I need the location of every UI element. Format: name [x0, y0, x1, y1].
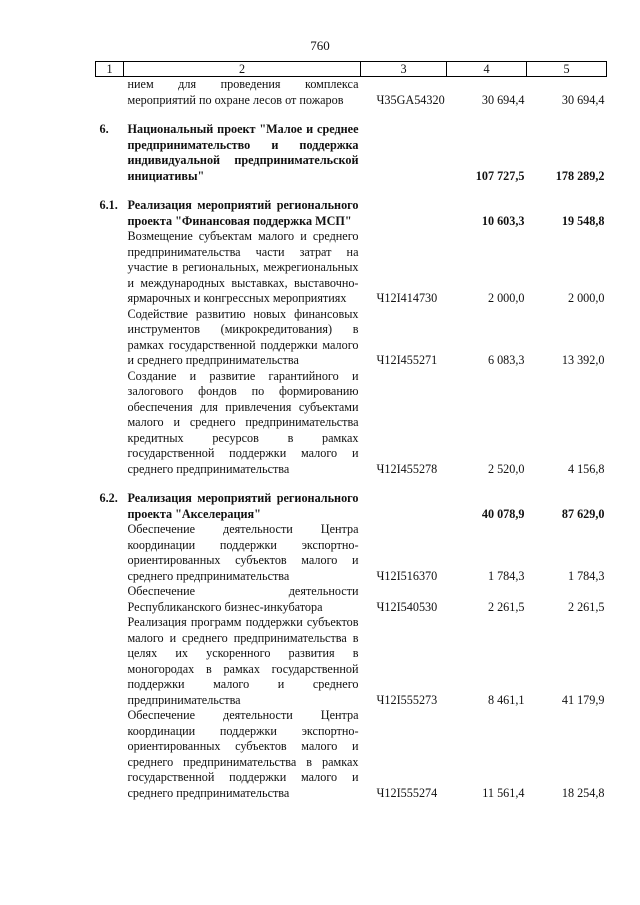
row-name: Обеспечение деятельности Республиканского бизнес-инкубатора — [127, 584, 359, 614]
row-name: нием для проведения комплекса мероприятий по охране лесов от пожаров — [127, 77, 359, 107]
row-number: 6.1. — [99, 198, 118, 212]
row-name: Реализация мероприятий регионального проекта "Финансовая поддержка МСП" — [127, 198, 359, 228]
spacer-row — [96, 108, 607, 122]
row-number: 6. — [99, 122, 109, 136]
row-code: Ч12I555273 — [376, 692, 438, 707]
header-col-3: 3 — [361, 62, 447, 77]
header-col-5: 5 — [527, 62, 607, 77]
row-number — [96, 77, 124, 109]
row-name: Реализация программ поддержки субъектов малого и среднего предпринимательства в целях их ускоренного развития в моногородах в рамках государственной поддержки малого и среднего предпринимательства — [127, 615, 359, 707]
row-value-2019: 2 261,5 — [487, 599, 525, 614]
row-value-2019: 1 784,3 — [487, 568, 525, 583]
row-value-2019: 8 461,1 — [487, 692, 525, 707]
row-value-2020: 2 261,5 — [567, 599, 605, 614]
row-value-2020: 19 548,8 — [561, 213, 605, 228]
budget-table — [95, 61, 607, 801]
row-value-2020: 41 179,9 — [561, 692, 605, 707]
table-body — [96, 77, 607, 802]
row-code: Ч12I540530 — [376, 599, 438, 614]
row-value-2019: 2 000,0 — [487, 291, 525, 305]
row-value-2019: 107 727,5 — [475, 168, 525, 183]
row-name: Содействие развитию новых финансовых инструментов (микрокредитования) в рамках государственной поддержки малого и среднего предпринимательства — [127, 306, 359, 367]
row-name: Обеспечение деятельности Центра координации поддержки экспортно-ориентированных субъектов малого и среднего предпринимательства — [127, 522, 359, 583]
row-number — [96, 708, 124, 801]
table-row — [96, 229, 607, 307]
spacer-row — [96, 477, 607, 491]
row-code: Ч12I455271 — [376, 353, 438, 367]
row-code — [361, 122, 447, 184]
table-row — [96, 369, 607, 478]
page-number: 760 — [310, 38, 330, 53]
table-row — [96, 77, 607, 109]
row-code: Ч12I555274 — [376, 785, 438, 800]
header-col-2: 2 — [124, 62, 361, 77]
row-code: Ч12I414730 — [376, 291, 438, 305]
row-value-2020: 18 254,8 — [561, 785, 605, 800]
row-value-2020: 1 784,3 — [567, 568, 605, 583]
row-code — [361, 198, 447, 229]
row-value-2020: 87 629,0 — [561, 506, 605, 521]
row-number — [96, 584, 124, 615]
spacer-cell — [96, 108, 607, 122]
row-code: Ч35GA54320 — [376, 92, 445, 107]
row-value-2020: 13 392,0 — [561, 353, 605, 367]
header-col-1: 1 — [96, 62, 124, 77]
table-row — [96, 198, 607, 229]
header-col-4: 4 — [447, 62, 527, 77]
row-code: Ч12I516370 — [376, 568, 438, 583]
table-row — [96, 615, 607, 708]
table-row — [96, 522, 607, 584]
spacer-cell — [96, 477, 607, 491]
row-code — [361, 491, 447, 522]
table-row — [96, 584, 607, 615]
row-value-2020: 2 000,0 — [567, 291, 605, 305]
row-name: Создание и развитие гарантийного и залогового фондов по формированию обеспечения для привлечения субъектами малого и среднего предпринимательства кредитных ресурсов в рамках государственной поддержки малого и среднего предпринимательства — [127, 368, 359, 476]
spacer-row — [96, 184, 607, 198]
table-row — [96, 122, 607, 184]
row-name: Обеспечение деятельности Центра координации поддержки экспортно-ориентированных субъектов малого и среднего предпринимательства в рамках государственной поддержки малого и среднего предпринимательства — [127, 708, 359, 800]
row-value-2020: 4 156,8 — [567, 461, 605, 476]
row-name: Национальный проект "Малое и среднее предпринимательство и поддержка индивидуальной предпринимательской инициативы" — [127, 122, 359, 183]
row-value-2019: 11 561,4 — [482, 785, 525, 800]
row-number — [96, 615, 124, 708]
table-header — [96, 62, 607, 77]
row-number — [96, 307, 124, 369]
row-number — [96, 229, 124, 307]
spacer-cell — [96, 184, 607, 198]
row-value-2020: 178 289,2 — [555, 168, 605, 183]
row-value-2020: 30 694,4 — [561, 92, 605, 107]
table-row — [96, 491, 607, 522]
table-row — [96, 708, 607, 801]
row-number — [96, 369, 124, 478]
row-number: 6.2. — [99, 491, 118, 505]
row-value-2019: 10 603,3 — [481, 213, 525, 228]
row-name: Возмещение субъектам малого и среднего предпринимательства части затрат на участие в региональных, межрегиональных и международных выставках, выставочно-ярмарочных и конгрессных мероприятиях — [127, 229, 359, 305]
header-row — [96, 62, 607, 77]
row-value-2019: 2 520,0 — [487, 461, 525, 476]
row-name: Реализация мероприятий регионального проекта "Акселерация" — [127, 491, 359, 521]
table-row — [96, 307, 607, 369]
row-value-2019: 30 694,4 — [481, 92, 525, 107]
row-value-2019: 6 083,3 — [487, 353, 525, 367]
row-code: Ч12I455278 — [376, 461, 438, 476]
row-value-2019: 40 078,9 — [481, 506, 525, 521]
row-number — [96, 522, 124, 584]
